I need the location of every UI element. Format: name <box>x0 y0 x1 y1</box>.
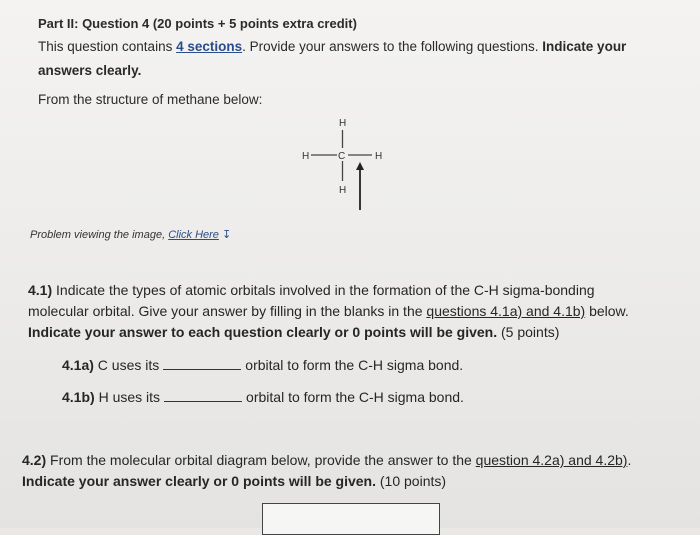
atom-h-bottom: H <box>339 185 347 196</box>
intro-line-1: This question contains 4 sections. Provide your answers to the following questions. Indicate your <box>38 39 627 54</box>
intro-line-2: answers clearly. <box>38 63 142 78</box>
question-header: Part II: Question 4 (20 points + 5 points extra credit) <box>38 16 357 31</box>
answer-blank-4-1b[interactable] <box>164 400 242 402</box>
questions-4-1-link[interactable]: questions 4.1a) and 4.1b) <box>426 303 586 319</box>
question-4-1: 4.1) Indicate the types of atomic orbitals involved in the formation of the C-H sigma-bonding molecular orbital. Give your answer by filling in the blanks in the questions 4.1a) and 4.1b) below. Indicate your answer to each question clearly or 0 points will be given. (5 points) <box>28 282 629 340</box>
molecular-orbital-diagram <box>262 503 440 535</box>
atom-c: C <box>338 151 346 162</box>
question-4-2: 4.2) From the molecular orbital diagram below, provide the answer to the question 4.2a) and 4.2b). Indicate your answer clearly or 0 points will be given. (10 points) <box>22 452 632 489</box>
atom-h-left: H <box>302 151 310 162</box>
methane-structure <box>280 108 430 218</box>
atom-h-right: H <box>375 151 383 162</box>
stereo-arrow-icon <box>356 162 364 210</box>
sections-link[interactable]: 4 sections <box>176 39 243 54</box>
download-arrow-icon[interactable]: ↧ <box>218 229 232 241</box>
question-4-2-link[interactable]: question 4.2a) and 4.2b) <box>475 452 628 468</box>
answer-blank-4-1a[interactable] <box>163 368 241 370</box>
question-4-1b: 4.1b) H uses its orbital to form the C-H sigma bond. <box>62 389 464 405</box>
problem-viewing-note: Problem viewing the image, Click Here ↧ <box>30 229 232 241</box>
atom-h-top: H <box>339 118 347 129</box>
click-here-link[interactable]: Click Here <box>168 229 219 241</box>
intro-line-3: From the structure of methane below: <box>38 92 263 107</box>
question-4-1a: 4.1a) C uses its orbital to form the C-H sigma bond. <box>62 357 464 373</box>
